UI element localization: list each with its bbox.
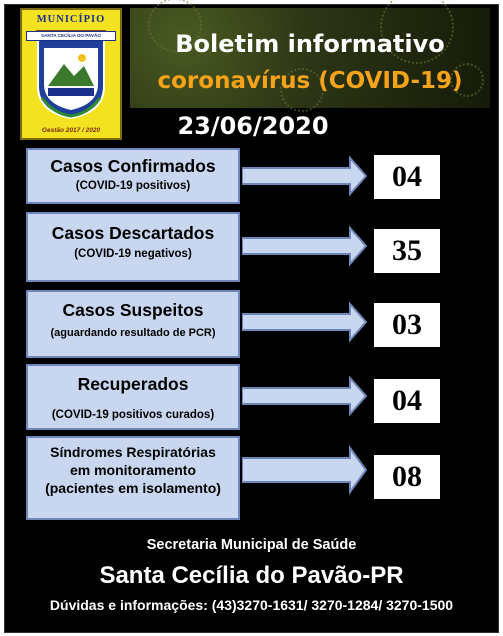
stat-subtitle: (COVID-19 positivos) [75, 180, 191, 192]
stat-box [26, 436, 240, 520]
stat-value: 08 [373, 454, 441, 500]
bulletin-date: 23/06/2020 [177, 112, 329, 140]
stat-value: 03 [373, 302, 441, 348]
stat-subtitle: (aguardando resultado de PCR) [50, 327, 216, 339]
contact-info: Dúvidas e informações: (43)3270-1631/ 3270-1284/ 3270-1500 [49, 597, 454, 613]
stat-title: Casos Suspeitos [62, 300, 204, 320]
title-banner [130, 8, 490, 108]
stat-title-line2: em monitoramento [69, 462, 196, 478]
coat-of-arms-icon [34, 28, 108, 120]
logo-banner-text: SANTA CECÍLIA DO PAVÃO [41, 33, 101, 38]
city-name: Santa Cecília do Pavão-PR [99, 562, 404, 589]
stat-title: Síndromes Respiratórias [50, 444, 216, 460]
arrow-right-icon [242, 212, 372, 282]
logo-top-text: MUNICÍPIO [36, 14, 106, 25]
municipality-logo [20, 8, 122, 140]
arrow-right-icon [242, 364, 372, 430]
stat-box [26, 212, 240, 282]
logo-bottom-text: Gestão 2017 / 2020 [41, 127, 101, 134]
arrow-right-icon [242, 148, 372, 204]
bulletin-subtitle: coronavírus (COVID-19) [157, 68, 463, 94]
stat-value: 04 [373, 378, 441, 424]
stat-title: Recuperados [77, 374, 189, 394]
stat-value: 35 [373, 228, 441, 274]
stat-subtitle: (pacientes em isolamento) [45, 480, 221, 496]
arrow-right-icon [242, 290, 372, 358]
stat-subtitle: (COVID-19 positivos curados) [51, 409, 215, 421]
stat-subtitle: (COVID-19 negativos) [74, 248, 192, 260]
stat-title: Casos Descartados [51, 223, 215, 243]
stat-value: 04 [373, 154, 441, 200]
arrow-right-icon [242, 436, 372, 520]
stat-title: Casos Confirmados [50, 156, 216, 176]
stat-box [26, 364, 240, 430]
department-name: Secretaria Municipal de Saúde [146, 537, 357, 553]
bulletin-title: Boletim informativo [175, 30, 445, 58]
stat-box [26, 290, 240, 358]
stat-box [26, 148, 240, 204]
